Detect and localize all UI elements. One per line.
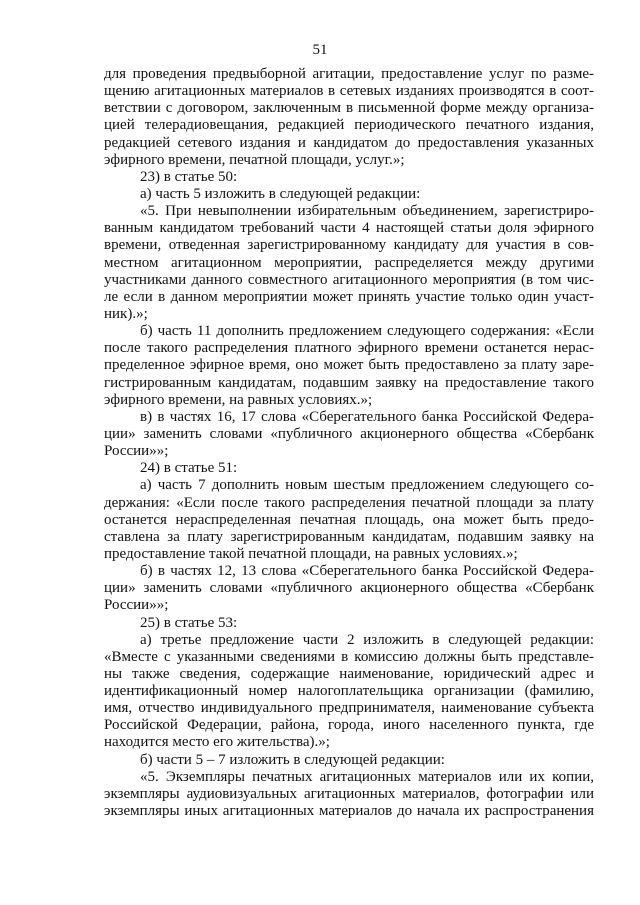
text-line: экземпляры иных агитационных материалов до начала их распространения [104, 803, 594, 820]
text-line: ветствии с договором, заключенным в письменной форме между организа- [104, 100, 594, 117]
text-line: России»»; [104, 597, 169, 614]
text-line: ставлена за плату зарегистрированным кандидатам, подавшим заявку на [104, 528, 594, 545]
text-line: идентификационный номер налогоплательщика организации (фамилию, [104, 683, 594, 700]
text-line: 24) в статье 51: [140, 460, 238, 477]
text-line: гистрированным кандидатам, подавшим заявку на предоставление такого [104, 374, 594, 391]
text-line: предоставление такой печатной площади, на равных условиях.»; [104, 545, 518, 562]
text-line: эфирного времени, на равных условиях.»; [104, 391, 373, 408]
text-line: «Вместе с указанными сведениями в комиссию должны быть представле- [104, 648, 594, 665]
text-line: б) части 5 – 7 изложить в следующей редакции: [140, 751, 445, 768]
text-line: участниками данного совместного агитационного мероприятия (в том чис- [104, 271, 594, 288]
text-line: редакцией сетевого издания и кандидатом до предоставления указанных [104, 134, 594, 151]
text-line: находится место его жительства).»; [104, 734, 330, 751]
text-line: «5. При невыполнении избирательным объединением, зарегистриро- [140, 203, 594, 220]
text-line: экземпляры аудиовизуальных агитационных материалов, фотографии или [104, 785, 594, 802]
page-number: 51 [312, 42, 328, 58]
text-line: а) часть 7 дополнить новым шестым предложением следующего со- [140, 477, 594, 494]
text-line: «5. Экземпляры печатных агитационных материалов или их копии, [140, 768, 594, 785]
text-line: имя, отчество индивидуального предпринимателя, наименование субъекта [104, 700, 594, 717]
text-line: для проведения предвыборной агитации, предоставление услуг по разме- [104, 66, 594, 82]
text-line: щению агитационных материалов в сетевых изданиях производятся в соот- [104, 83, 594, 100]
text-line: ник).»; [104, 305, 148, 322]
text-line: Российской Федерации, района, города, иного населенного пункта, где [104, 717, 594, 734]
text-line: времени, отведенная зарегистрированному кандидату для участия в сов- [104, 237, 594, 254]
text-line: держания: «Если после такого распределения печатной площади за плату [104, 494, 594, 511]
text-line: ны также сведения, содержащие наименование, юридический адрес и [104, 665, 594, 682]
text-line: а) часть 5 изложить в следующей редакции: [140, 185, 421, 202]
document-body [104, 66, 594, 820]
text-line: ванным кандидатом требований части 4 настоящей статьи доля эфирного [104, 220, 594, 237]
text-line: цией телерадиовещания, редакцией периодического печатного издания, [104, 117, 594, 134]
text-line: останется нераспределенная печатная площадь, она может быть предо- [104, 511, 594, 528]
text-line: после такого распределения платного эфирного времени останется нерас- [104, 340, 594, 357]
text-line: в) в частях 16, 17 слова «Сберегательного банка Российской Федера- [140, 408, 594, 425]
text-line: б) часть 11 дополнить предложением следующего содержания: «Если [140, 323, 594, 340]
text-line: России»»; [104, 443, 169, 460]
text-line: ле если в данном мероприятии может принять участие только один участ- [104, 288, 594, 305]
text-line: ции» заменить словами «публичного акционерного общества «Сбербанк [104, 425, 594, 442]
text-line: 25) в статье 53: [140, 614, 238, 631]
text-line: ции» заменить словами «публичного акционерного общества «Сбербанк [104, 580, 594, 597]
text-line: эфирного времени, печатной площади, услуг.»; [104, 151, 405, 168]
text-line: местном агитационном мероприятии, распределяется между другими [104, 254, 594, 271]
text-line: 23) в статье 50: [140, 168, 238, 185]
text-line: б) в частях 12, 13 слова «Сберегательного банка Российской Федера- [140, 563, 594, 580]
text-line: пределенное эфирное время, оно может быть предоставлено за плату заре- [104, 357, 594, 374]
text-line: а) третье предложение части 2 изложить в следующей редакции: [140, 631, 594, 648]
